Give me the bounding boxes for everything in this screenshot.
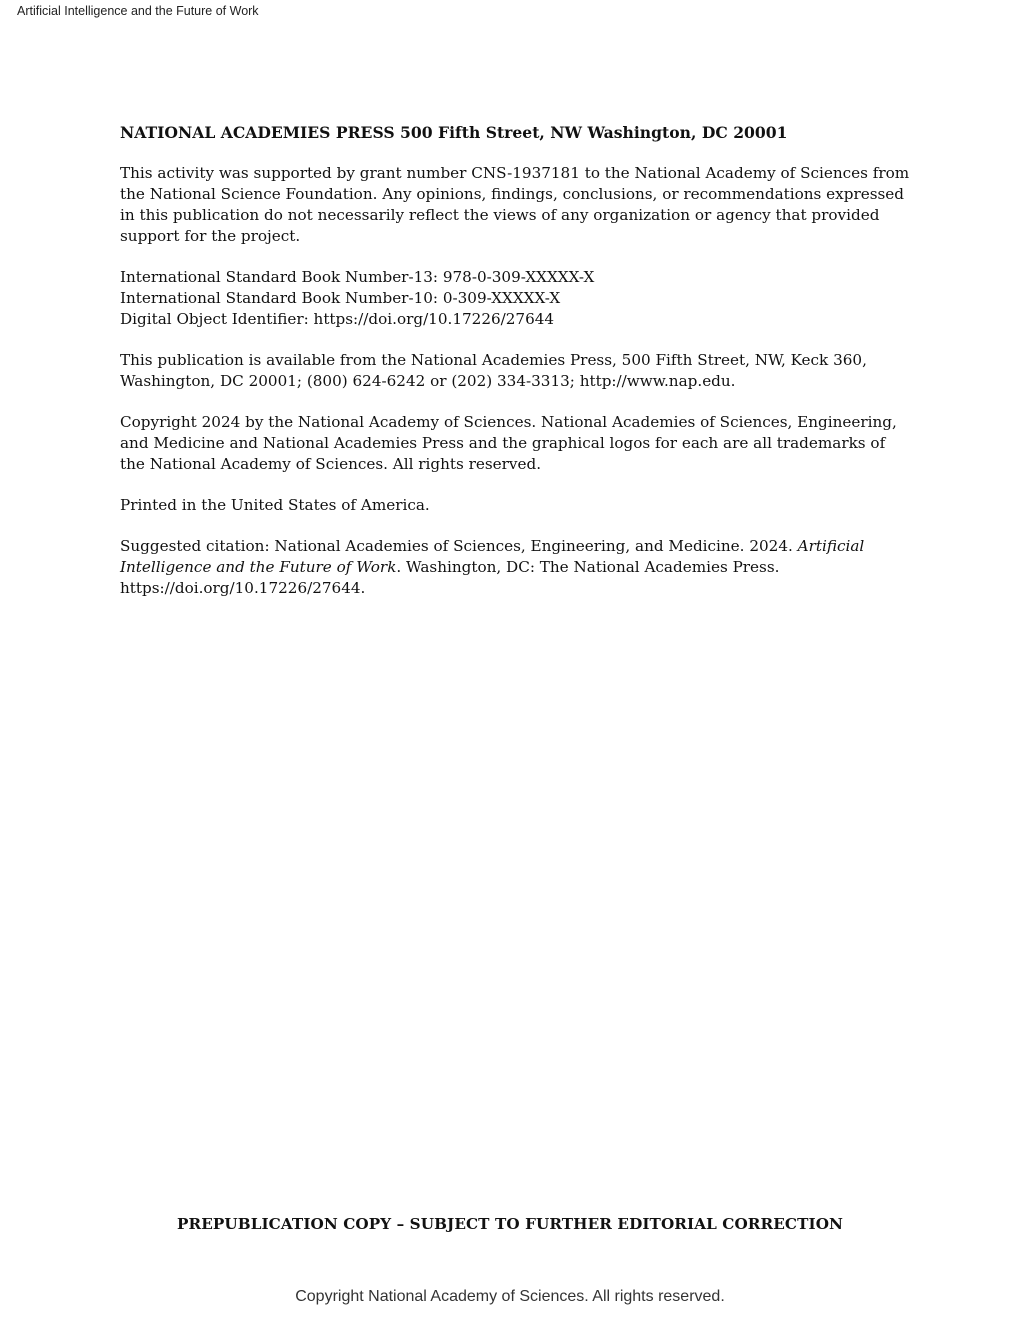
doi-line: Digital Object Identifier: https://doi.org/10.17226/27644 <box>120 310 555 328</box>
support-statement: This activity was supported by grant number CNS-1937181 to the National Academy of Sciences from the National Science Foundation. Any opinions, findings, conclusions, or recommendations expressed in this publication do not necessarily reflect the views of any organization or agency that provided support for the project. <box>120 164 910 245</box>
identifier-block <box>120 267 910 330</box>
copyright-statement: Copyright 2024 by the National Academy of Sciences. National Academies of Sciences, Engineering, and Medicine and National Academies Press and the graphical logos for each are all trademarks of the National Academy of Sciences. All rights reserved. <box>120 413 897 473</box>
running-header-title: Artificial Intelligence and the Future of Work <box>17 4 259 18</box>
copyright-page-body <box>120 122 910 619</box>
footer-copyright: Copyright National Academy of Sciences. All rights reserved. <box>295 1288 725 1305</box>
citation-suffix: . Washington, DC: The National Academies Press. https://doi.org/10.17226/27644. <box>120 558 780 597</box>
prepublication-notice: PREPUBLICATION COPY – SUBJECT TO FURTHER EDITORIAL CORRECTION <box>176 1215 844 1233</box>
publisher-address: NATIONAL ACADEMIES PRESS 500 Fifth Street, NW Washington, DC 20001 <box>120 123 788 142</box>
isbn10-line: International Standard Book Number-10: 0-309-XXXXX-X <box>120 289 561 307</box>
citation-prefix: Suggested citation: National Academies of Sciences, Engineering, and Medicine. 2024. <box>120 537 798 555</box>
citation-title: Artificial Intelligence and the Future of Work <box>120 537 865 576</box>
isbn13-line: International Standard Book Number-13: 978-0-309-XXXXX-X <box>120 268 595 286</box>
printed-in-statement: Printed in the United States of America. <box>120 496 430 514</box>
availability-statement: This publication is available from the National Academies Press, 500 Fifth Street, NW, Keck 360, Washington, DC 20001; (800) 624-6242 or (202) 334-3313; http://www.nap.edu. <box>120 351 867 390</box>
suggested-citation <box>120 536 910 599</box>
